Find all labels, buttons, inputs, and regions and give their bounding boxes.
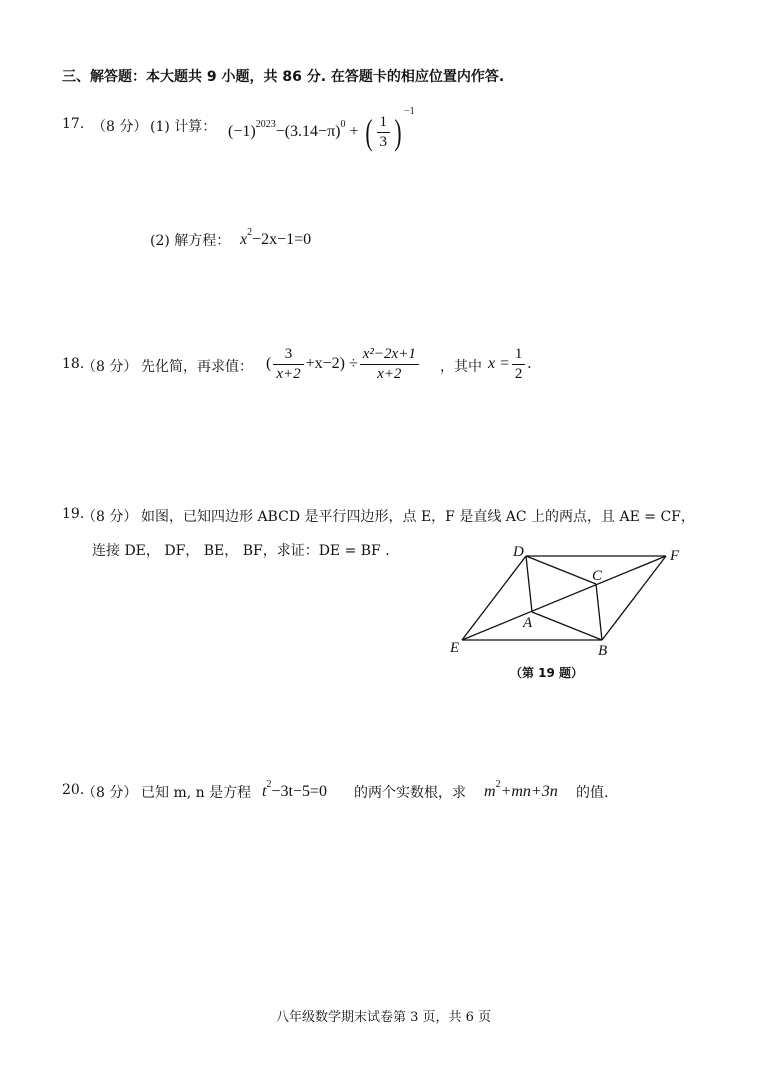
q17-part2-equation: [240, 227, 311, 249]
q19-line2: 连接 DE， DF， BE， BF，求证：DE = BF .: [92, 543, 390, 559]
q18-x-eq: x =: [488, 355, 510, 372]
segment-AB: [532, 612, 602, 640]
q17-plus: +: [349, 123, 359, 140]
q19-points: （8 分）: [82, 509, 138, 525]
q20-text-a: 已知 m, n 是方程: [141, 785, 252, 801]
q17-exp-c: −1: [404, 106, 415, 117]
q20-number: 20.: [62, 782, 85, 798]
q18-value: [488, 342, 531, 386]
q18-end: .: [527, 355, 532, 372]
segment-DC: [526, 556, 596, 584]
q20-expr-rest: +mn+3n: [500, 783, 558, 800]
q18-frac1-den: x+2: [276, 365, 301, 382]
q20-equation: [262, 779, 327, 801]
parallelogram-figure: [440, 538, 690, 668]
q18-text: 先化简，再求值：: [141, 359, 253, 375]
point-label-A: A: [523, 615, 533, 631]
q20-eq-rest: −3t−5=0: [271, 783, 327, 800]
q17-exp-a: 2023: [255, 119, 276, 130]
q17-part2-x: x: [240, 231, 248, 248]
q17-points: （8 分）: [92, 119, 148, 135]
q20-text-b: 的两个实数根，求: [354, 785, 466, 801]
q20-expr-m: m: [484, 783, 496, 800]
q17-fraction: [377, 113, 391, 152]
q20-expression: [484, 779, 558, 801]
q18-open-paren: (: [266, 355, 272, 372]
q18-points: （8 分）: [82, 359, 138, 375]
q19-number: 19.: [62, 506, 85, 522]
point-label-D: D: [513, 544, 524, 560]
q18-val-frac: [512, 345, 526, 384]
point-label-C: C: [592, 568, 603, 584]
q20-points: （8 分）: [82, 785, 138, 801]
q18-val-num: 1: [512, 345, 526, 365]
q17-number: 17.: [62, 116, 85, 132]
q20-text-c: 的值.: [576, 785, 609, 801]
q18-frac1: [273, 345, 303, 384]
point-label-B: B: [598, 643, 608, 659]
q17-expr-a: (−1): [228, 123, 256, 140]
q18-where: ，其中: [440, 359, 482, 375]
q20-eq-t: t: [262, 783, 267, 800]
line-EF: [462, 556, 666, 640]
q19-line1: 如图，已知四边形 ABCD 是平行四边形，点 E，F 是直线 AC 上的两点，且 AE = CF，: [141, 509, 695, 525]
q17-expr-b: −(3.14−π): [275, 123, 341, 140]
q18-expression: [266, 342, 421, 386]
q17-frac-num: 1: [377, 113, 391, 133]
q18-middle: +x−2) ÷: [305, 355, 358, 372]
q17-exp-b: 0: [340, 119, 346, 130]
q20-eq-exp: 2: [266, 779, 272, 790]
q18-frac2-den: x+2: [377, 365, 402, 382]
point-label-E: E: [450, 640, 460, 656]
segment-CB: [596, 584, 602, 640]
point-label-F: F: [670, 548, 680, 564]
q17-left-paren: (: [364, 112, 373, 153]
q17-frac-den: 3: [379, 133, 387, 150]
q17-right-paren: ): [394, 112, 402, 153]
q17-part1-label: (1) 计算：: [150, 119, 217, 135]
q17-part2-rest: −2x−1=0: [252, 231, 312, 248]
q18-val-den: 2: [514, 365, 523, 382]
q20-expr-exp: 2: [495, 779, 501, 790]
q17-part2-label: (2) 解方程：: [150, 233, 231, 249]
q18-frac1-num: 3: [273, 345, 303, 365]
section-heading: 三、解答题：本大题共 9 小题，共 86 分. 在答题卡的相应位置内作答.: [62, 69, 505, 85]
q17-part2-exp: 2: [247, 227, 253, 238]
figure-caption: （第 19 题）: [510, 666, 584, 680]
q18-frac2-num: x²−2x+1: [360, 345, 419, 365]
q18-frac2: [360, 345, 419, 384]
q17-part1-expression: [228, 100, 415, 153]
segment-DA: [526, 556, 532, 612]
q18-number: 18.: [62, 356, 85, 372]
page-footer: 八年级数学期末试卷第 3 页，共 6 页: [276, 1010, 492, 1025]
